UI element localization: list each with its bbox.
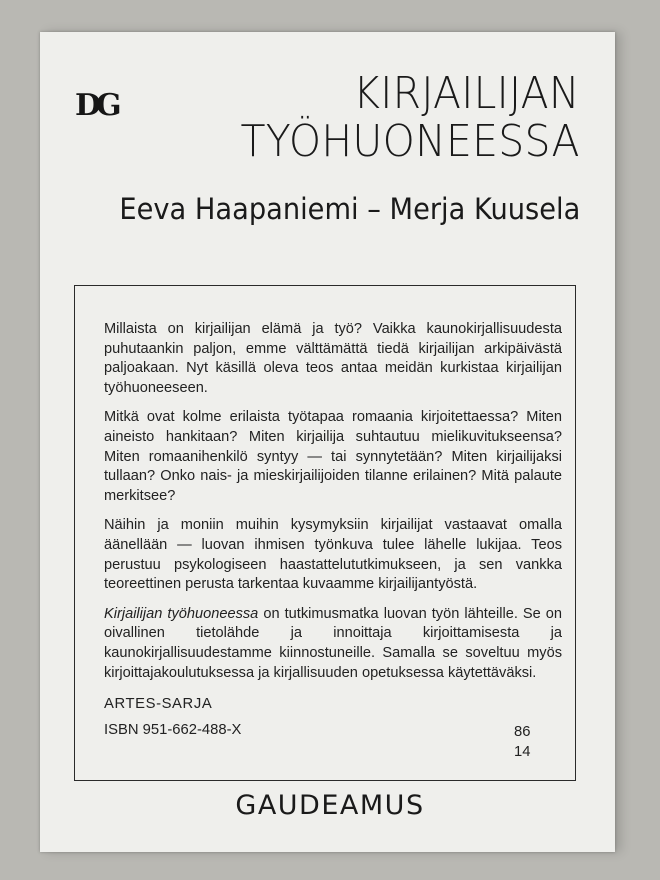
isbn: ISBN 951-662-488-X (104, 722, 242, 738)
title-line-2: TYÖHUONEESSA (240, 116, 580, 167)
classification-codes (514, 722, 554, 762)
code-line-1: 86 (514, 724, 531, 740)
series-name: ARTES-SARJA (104, 696, 213, 712)
publisher-logo: DG (75, 88, 117, 123)
blurb-paragraph-1: Millaista on kirjailijan elämä ja työ? Vaikka kaunokirjallisuudesta puhutaankin paljon, emme välttämättä tiedä kirjailijan arkipäivästä paljoakaan. Nyt käsillä oleva teos antaa meidän kurkistaa kirjailijan työhuoneeseen. (104, 321, 562, 396)
blurb-paragraph-4-rest: on tutkimusmatka luovan työn lähteille. Se on oivallinen tietolähde ja innoittaja kirjoittamisesta ja kaunokirjallisuudestamme kiinnostuneille. Samalla se soveltuu myös kirjoittajakoulutuksessa ja kirjallisuuden opetuksessa käytettäväksi. (104, 605, 563, 681)
blurb-book-title: Kirjailijan työhuoneessa (104, 605, 259, 622)
code-line-2: 14 (514, 744, 531, 760)
title-line-1: KIRJAILIJAN (353, 68, 580, 119)
blurb-paragraph-4 (104, 605, 562, 683)
book-authors: Eeva Haapaniemi – Merja Kuusela (119, 192, 580, 226)
blurb-paragraph-3: Näihin ja moniin muihin kysymyksiin kirjailijat vastaavat omalla äänellään — luovan ihmisen työnkuva tulee lähelle lukijaa. Teos perustuu psykologiseen haastattelututkimukseen, ja sen vankka teoreettinen perusta tarkentaa kuvaamme kirjailijantyöstä. (104, 517, 562, 593)
blurb-text (104, 320, 562, 693)
publisher-name: GAUDEAMUS (235, 790, 425, 821)
book-title (241, 70, 580, 166)
blurb-paragraph-2: Mitkä ovat kolme erilaista työtapaa romaania kirjoitettaessa? Miten aineisto hankitaan? Miten kirjailija suhtautuu mielikuvitukseensa? Miten romaanihenkilö syntyy — tai synnytetään? Miten kirjailijaksi tullaan? Onko nais- ja mieskirjailijoiden tilanne erilainen? Mitä palaute merkitsee? (104, 409, 562, 504)
